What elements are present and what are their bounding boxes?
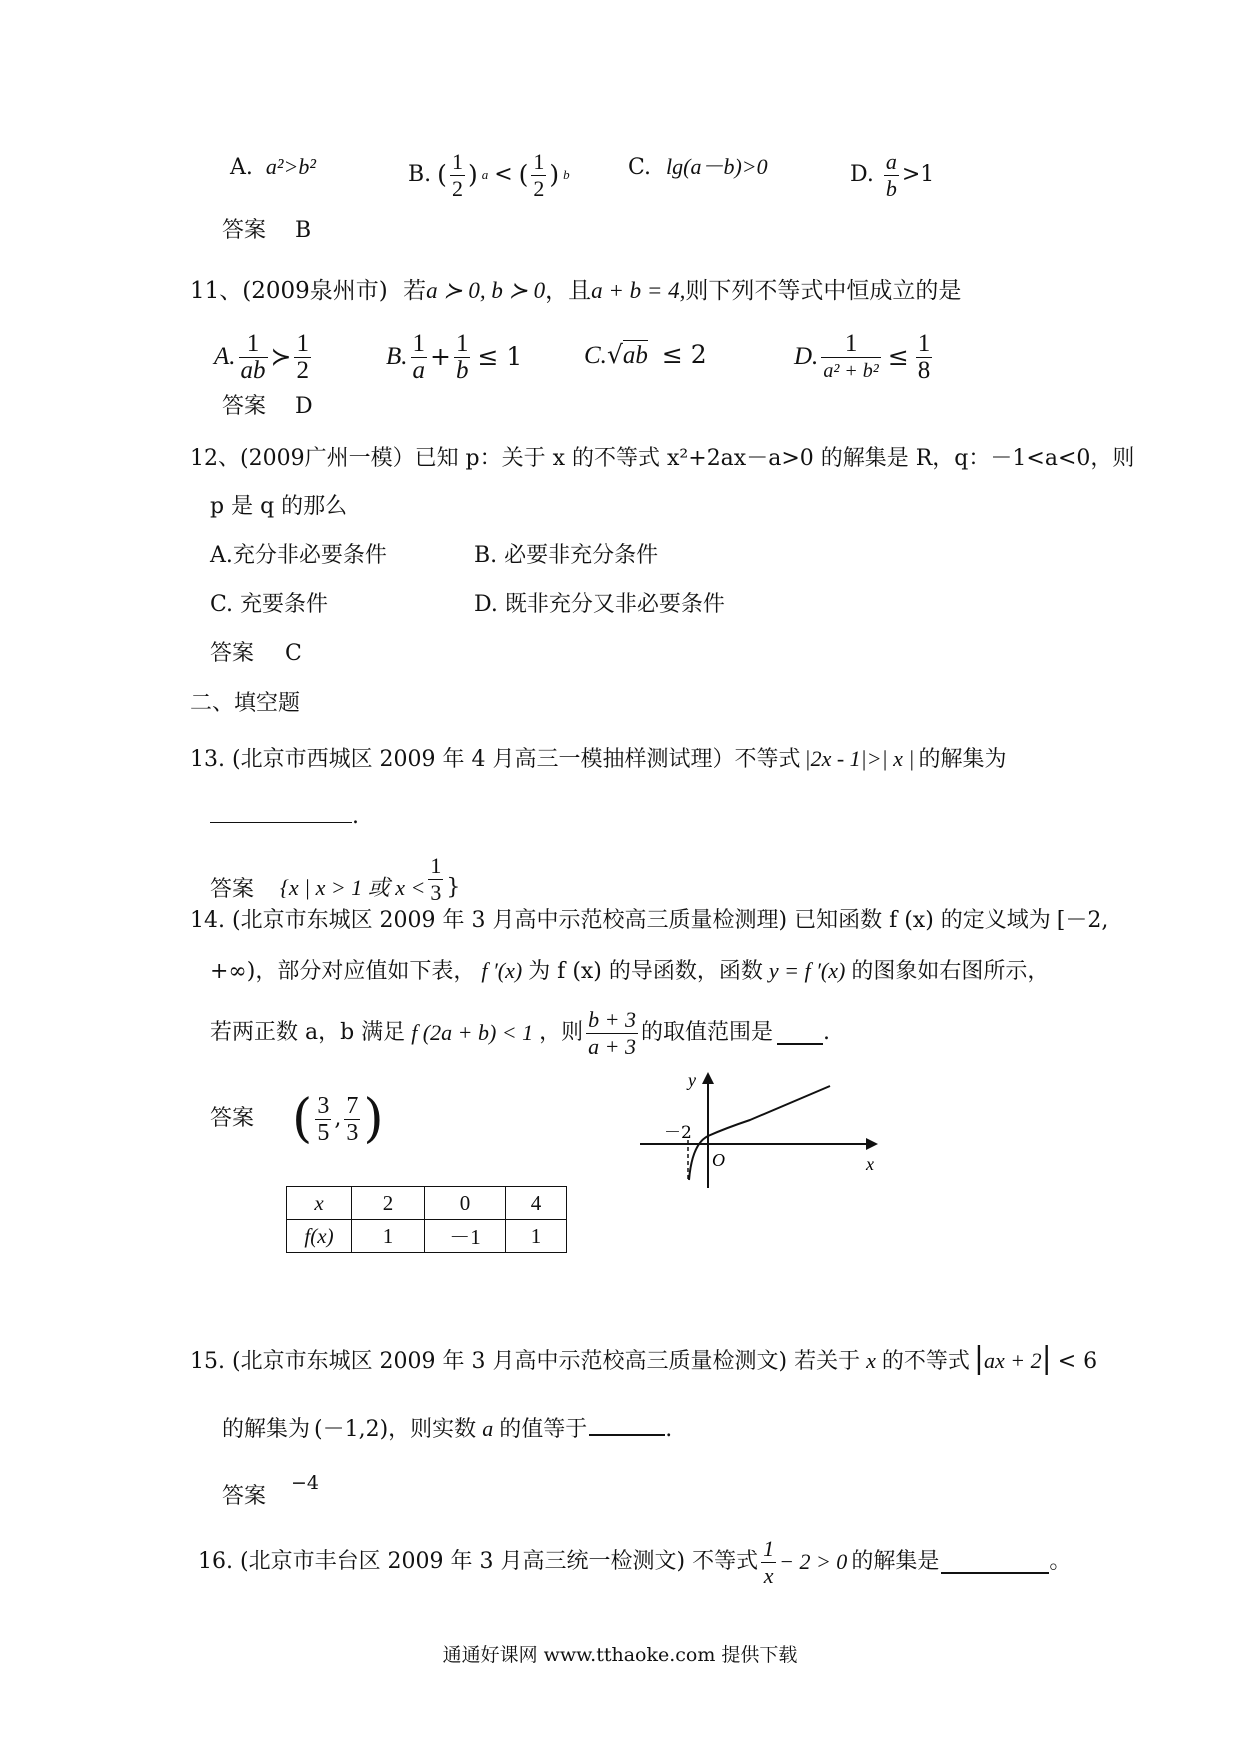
q12-option-b: B. 必要非充分条件 xyxy=(474,543,659,568)
q15-stem-line2: 的解集为 (－1,2)，则实数 a 的值等于 . xyxy=(222,1412,672,1445)
table-cell: 4 xyxy=(506,1187,567,1220)
q13-stem: 13. (北京市西城区 2009 年 4 月高三一模抽样测试理）不等式 |2x - 1|>| x | 的解集为 xyxy=(190,746,1007,772)
q13-blank: . xyxy=(210,800,359,832)
q12-stem-line2: p 是 q 的那么 xyxy=(210,494,348,519)
y-axis-arrow xyxy=(702,1072,714,1084)
q14-stem-line1: 14. (北京市东城区 2009 年 3 月高中示范校高三质量检测理) 已知函数 f (x) 的定义域为 [－2, xyxy=(190,908,1109,933)
q10-answer: 答案 B xyxy=(222,218,312,243)
q13-answer: 答案 {x | x > 1 或 x < $\frac{1}{3}$ } xyxy=(210,852,461,905)
table-cell: 1 xyxy=(506,1220,567,1253)
table-cell: x xyxy=(287,1187,352,1220)
x-axis-label: x xyxy=(866,1154,874,1174)
q14-stem-line2: +∞)，部分对应值如下表， f ′(x) 为 f (x) 的导函数，函数 y = f ′(x) 的图象如右图所示， xyxy=(210,958,1050,984)
q14-answer: 答案 ( $\frac{3}{5}$ , $\frac{7}{3}$ ) xyxy=(210,1089,384,1149)
q15-answer: 答案 −4 xyxy=(222,1472,320,1509)
q11-option-a: A. $\frac{1}{ab}$ ≻ $\frac{1}{2}$ xyxy=(214,329,309,384)
q16-stem: 16. (北京市丰台区 2009 年 3 月高三统一检测文) 不等式 $\frac{1}{x}$ − 2 > 0 的解集是 。 xyxy=(198,1535,1072,1588)
page-footer: 通通好课网 www.tthaoke.com 提供下载 xyxy=(442,1644,798,1666)
table-cell: 0 xyxy=(425,1187,506,1220)
y-axis-label: y xyxy=(688,1070,696,1090)
q12-stem-line1: 12、(2009广州一模）已知 p：关于 x 的不等式 x²+2ax－a>0 的解集是 R，q：－1<a<0，则 xyxy=(190,446,1135,471)
x-axis-arrow xyxy=(866,1138,878,1150)
q12-option-d: D. 既非充分又非必要条件 xyxy=(474,592,725,617)
q10-option-d: D. $\frac{a}{b}$ >1 xyxy=(850,148,935,201)
value-table xyxy=(286,1186,567,1253)
q11-stem: 11、(2009泉州市) 若a ≻ 0, b ≻ 0，且a + b = 4,则下列不等式中恒成立的是 xyxy=(190,278,962,304)
q10-option-a: A. a²>b² xyxy=(230,154,316,180)
q14-stem-line3: 若两正数 a，b 满足 f (2a + b) < 1 ，则 $\frac{b + 3}{a + 3}$ 的取值范围是 . xyxy=(210,1006,831,1059)
derivative-graph xyxy=(630,1070,890,1200)
q10-option-b: B. ( $\frac{1}{2}$ ) a < ( $\frac{1}{2}$ ) b xyxy=(408,148,570,201)
q10-option-c: C. lg(a－b)>0 xyxy=(628,154,768,180)
q11-option-c: C.√ab ≤ 2 xyxy=(584,340,707,369)
q12-option-c: C. 充要条件 xyxy=(210,592,329,617)
table-cell: 2 xyxy=(352,1187,425,1220)
q11-option-b: B. $\frac{1}{a}$ + $\frac{1}{b}$ ≤ 1 xyxy=(386,329,523,384)
q11-answer: 答案 D xyxy=(222,394,313,419)
table-cell: 1 xyxy=(352,1220,425,1253)
table-cell: －1 xyxy=(425,1220,506,1253)
table-row xyxy=(287,1187,567,1220)
origin-label: O xyxy=(712,1150,725,1170)
q12-answer: 答案 C xyxy=(210,641,302,666)
table-cell: f(x) xyxy=(287,1220,352,1253)
q12-option-a: A.充分非必要条件 xyxy=(210,543,387,568)
q15-stem-line1: 15. (北京市东城区 2009 年 3 月高中示范校高三质量检测文) 若关于 x 的不等式 |ax + 2| < 6 xyxy=(190,1341,1098,1376)
derivative-curve xyxy=(689,1086,830,1180)
section-title: 二、填空题 xyxy=(190,691,301,716)
tick-label-minus-2: －2 xyxy=(664,1123,692,1143)
q11-option-d: D. $\frac{1}{\text{a² + b²}}$ ≤ $\frac{1}{8}$ xyxy=(794,329,931,384)
table-row xyxy=(287,1220,567,1253)
